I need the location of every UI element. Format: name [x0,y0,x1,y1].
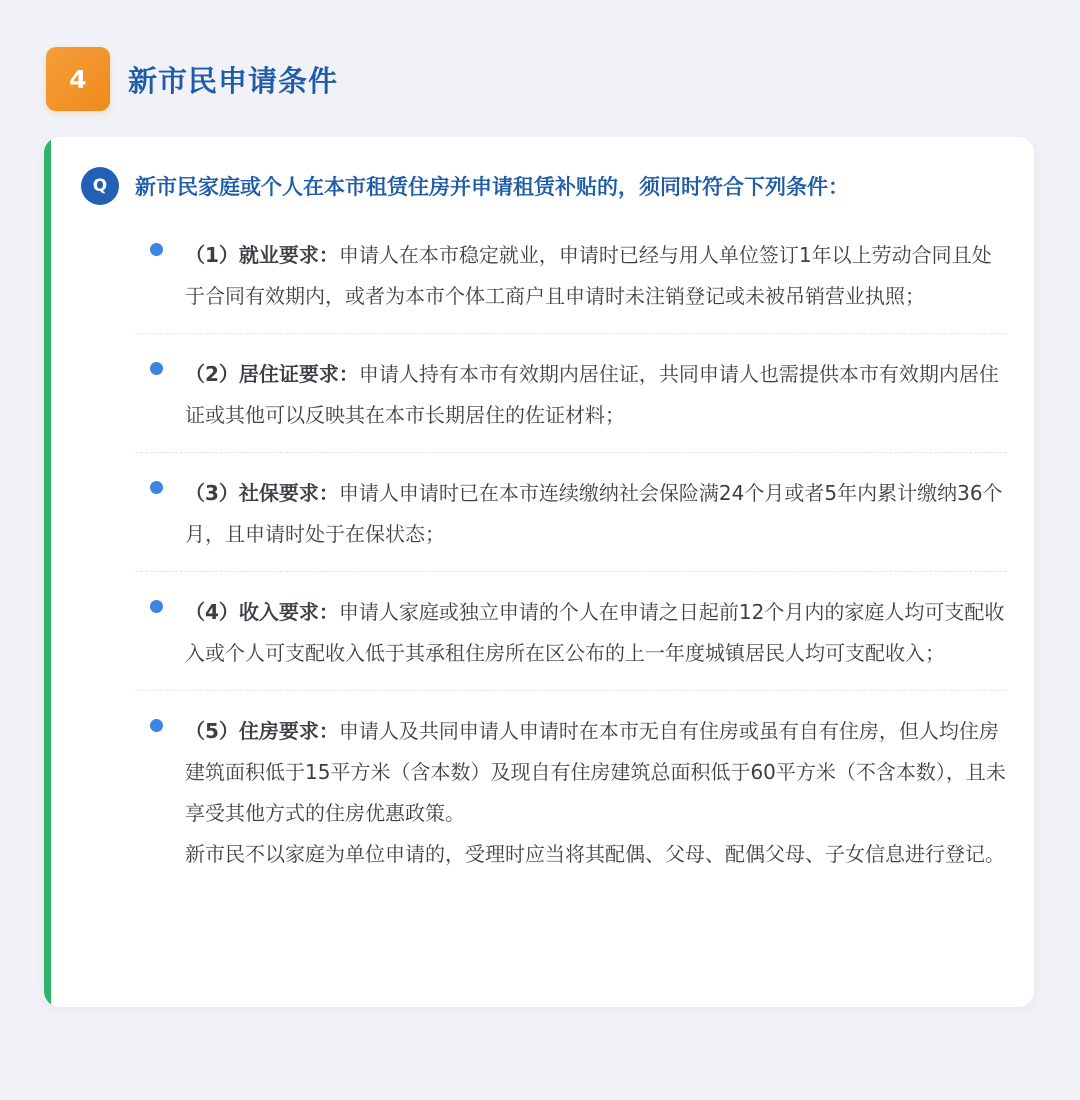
question-text: 新市民家庭或个人在本市租赁住房并申请租赁补贴的，须同时符合下列条件： [135,175,849,199]
list-item-text: 申请人家庭或独立申请的个人在申请之日起前12个月内的家庭人均可支配收入或个人可支配收入低于其承租住房所在区公布的上一年度城镇居民人均可支配收入； [185,600,1005,665]
bullet-dot-icon [150,481,163,494]
bullet-dot-icon [150,243,163,256]
list-item-employment [135,227,1007,334]
list-item-text: 申请人持有本市有效期内居住证，共同申请人也需提供本市有效期内居住证或其他可以反映其在本市长期居住的佐证材料； [185,362,999,427]
list-item-body [185,592,1007,674]
bullet-dot-icon [150,719,163,732]
list-item-body [185,473,1007,555]
list-item-text: 申请人申请时已在本市连续缴纳社会保险满24个月或者5年内累计缴纳36个月，且申请时处于在保状态； [185,481,1003,546]
list-item-label: （5）住房要求： [185,719,339,743]
bullet-dot-icon [150,362,163,375]
list-item-label: （3）社保要求： [185,481,339,505]
list-item-label: （2）居住证要求： [185,362,359,386]
list-item-note: 新市民不以家庭为单位申请的，受理时应当将其配偶、父母、配偶父母、子女信息进行登记。 [185,842,1005,866]
list-item-label: （1）就业要求： [185,243,339,267]
list-item-body [185,235,1007,317]
list-item-residence-permit [135,334,1007,453]
list-item-text: 申请人及共同申请人申请时在本市无自有住房或虽有自有住房，但人均住房建筑面积低于15平方米（含本数）及现自有住房建筑总面积低于60平方米（不含本数），且未享受其他方式的住房优惠政策。 [185,719,1006,825]
conditions-card [44,137,1034,1007]
list-item-body [185,711,1007,834]
list-item-text: 申请人在本市稳定就业，申请时已经与用人单位签订1年以上劳动合同且处于合同有效期内，或者为本市个体工商户且申请时未注销登记或未被吊销营业执照； [185,243,992,308]
section-header [46,46,338,112]
list-item-housing [135,691,1007,891]
question-icon: Q [81,167,119,205]
list-item-body [185,354,1007,436]
list-item-label: （4）收入要求： [185,600,339,624]
question-heading [81,167,1021,205]
list-item-income [135,572,1007,691]
bullet-dot-icon [150,600,163,613]
section-number-badge: 4 [46,47,110,111]
conditions-list [135,227,1007,891]
card-accent-bar [44,137,51,1007]
section-title: 新市民申请条件 [128,63,339,98]
list-item-social-security [135,453,1007,572]
